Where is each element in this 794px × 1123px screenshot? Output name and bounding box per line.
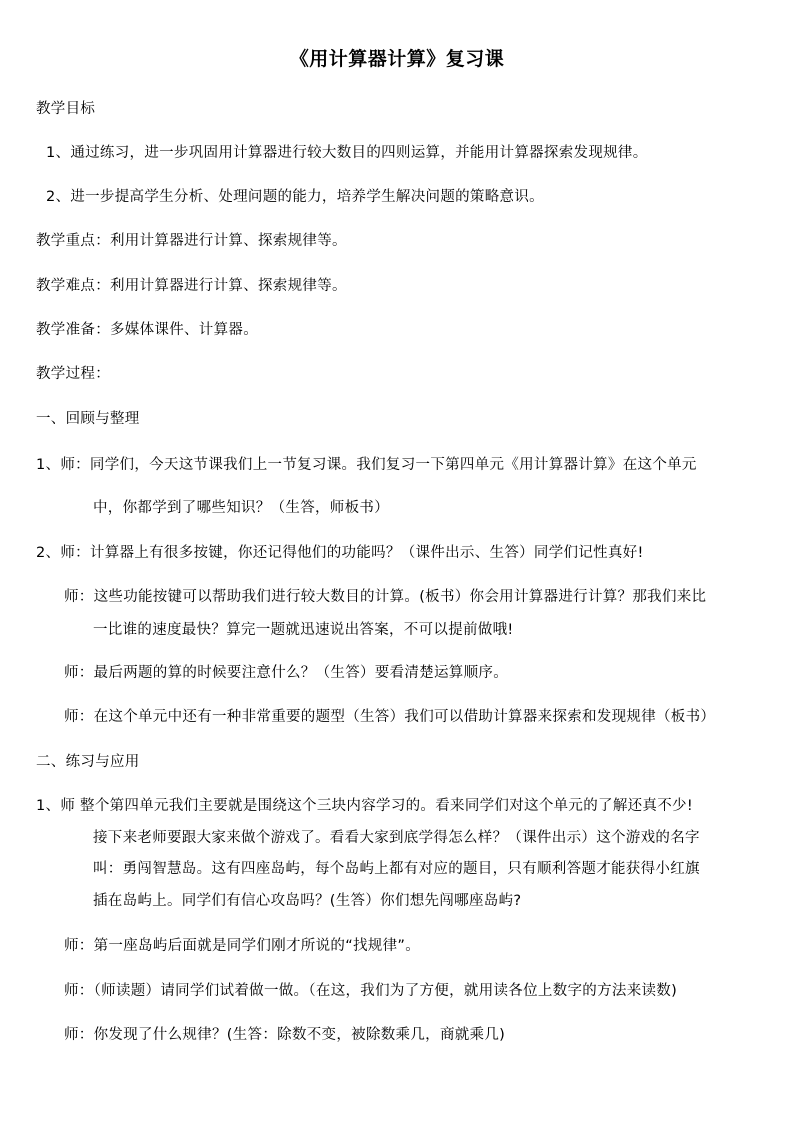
s1-item1-line1: 1、师：同学们，今天这节课我们上一节复习课。我们复习一下第四单元《用计算器计算》在这个单元	[36, 457, 697, 473]
key-point: 教学重点：利用计算器进行计算、探索规律等。	[36, 233, 347, 249]
s2-item1-line1: 1、师 整个第四单元我们主要就是围绕这个三块内容学习的。看来同学们对这个单元的了解还真不少!	[36, 798, 693, 814]
s2-item1-line2: 接下来老师要跟大家来做个游戏了。看看大家到底学得怎么样？（课件出示）这个游戏的名字	[93, 830, 700, 846]
section-1-heading: 一、回顾与整理	[36, 411, 140, 427]
document-title: 《用计算器计算》复习课	[289, 48, 505, 70]
s2-para2: 师：（师读题）请同学们试着做一做。（在这，我们为了方便，就用读各位上数字的方法来读数)	[64, 983, 678, 999]
difficulty: 教学难点：利用计算器进行计算、探索规律等。	[36, 278, 347, 294]
objective-2: 2、进一步提高学生分析、处理问题的能力，培养学生解决问题的策略意识。	[46, 189, 544, 205]
objectives-heading: 教学目标	[36, 101, 96, 117]
s1-para1-line1: 师：这些功能按键可以帮助我们进行较大数目的计算。(板书）你会用计算器进行计算？那我们来比	[64, 589, 707, 605]
s1-para2: 师：最后两题的算的时候要注意什么？（生答）要看清楚运算顺序。	[64, 665, 508, 681]
preparation: 教学准备：多媒体课件、计算器。	[36, 322, 258, 338]
objective-1: 1、通过练习，进一步巩固用计算器进行较大数目的四则运算，并能用计算器探索发现规律。	[46, 145, 648, 161]
s2-para1: 师：第一座岛屿后面就是同学们刚才所说的“找规律”。	[64, 938, 421, 954]
s1-para1-line2: 一比谁的速度最快？算完一题就迅速说出答案，不可以提前做哦!	[93, 622, 514, 638]
s1-para3: 师：在这个单元中还有一种非常重要的题型（生答）我们可以借助计算器来探索和发现规律（板书）	[64, 709, 716, 725]
process-heading: 教学过程：	[36, 366, 110, 382]
s2-item1-line3: 叫：勇闯智慧岛。这有四座岛屿，每个岛屿上都有对应的题目，只有顺利答题才能获得小红旗	[93, 861, 700, 877]
s1-item2: 2、师：计算器上有很多按键，你还记得他们的功能吗？（课件出示、生答）同学们记性真好!	[36, 545, 644, 561]
s2-item1-line4: 插在岛屿上。同学们有信心攻岛吗？(生答）你们想先闯哪座岛屿?	[93, 893, 522, 909]
section-2-heading: 二、练习与应用	[36, 754, 140, 770]
s2-para3: 师：你发现了什么规律？(生答：除数不变，被除数乘几，商就乘几)	[64, 1027, 506, 1043]
s1-item1-line2: 中，你都学到了哪些知识？（生答，师板书）	[93, 500, 389, 516]
